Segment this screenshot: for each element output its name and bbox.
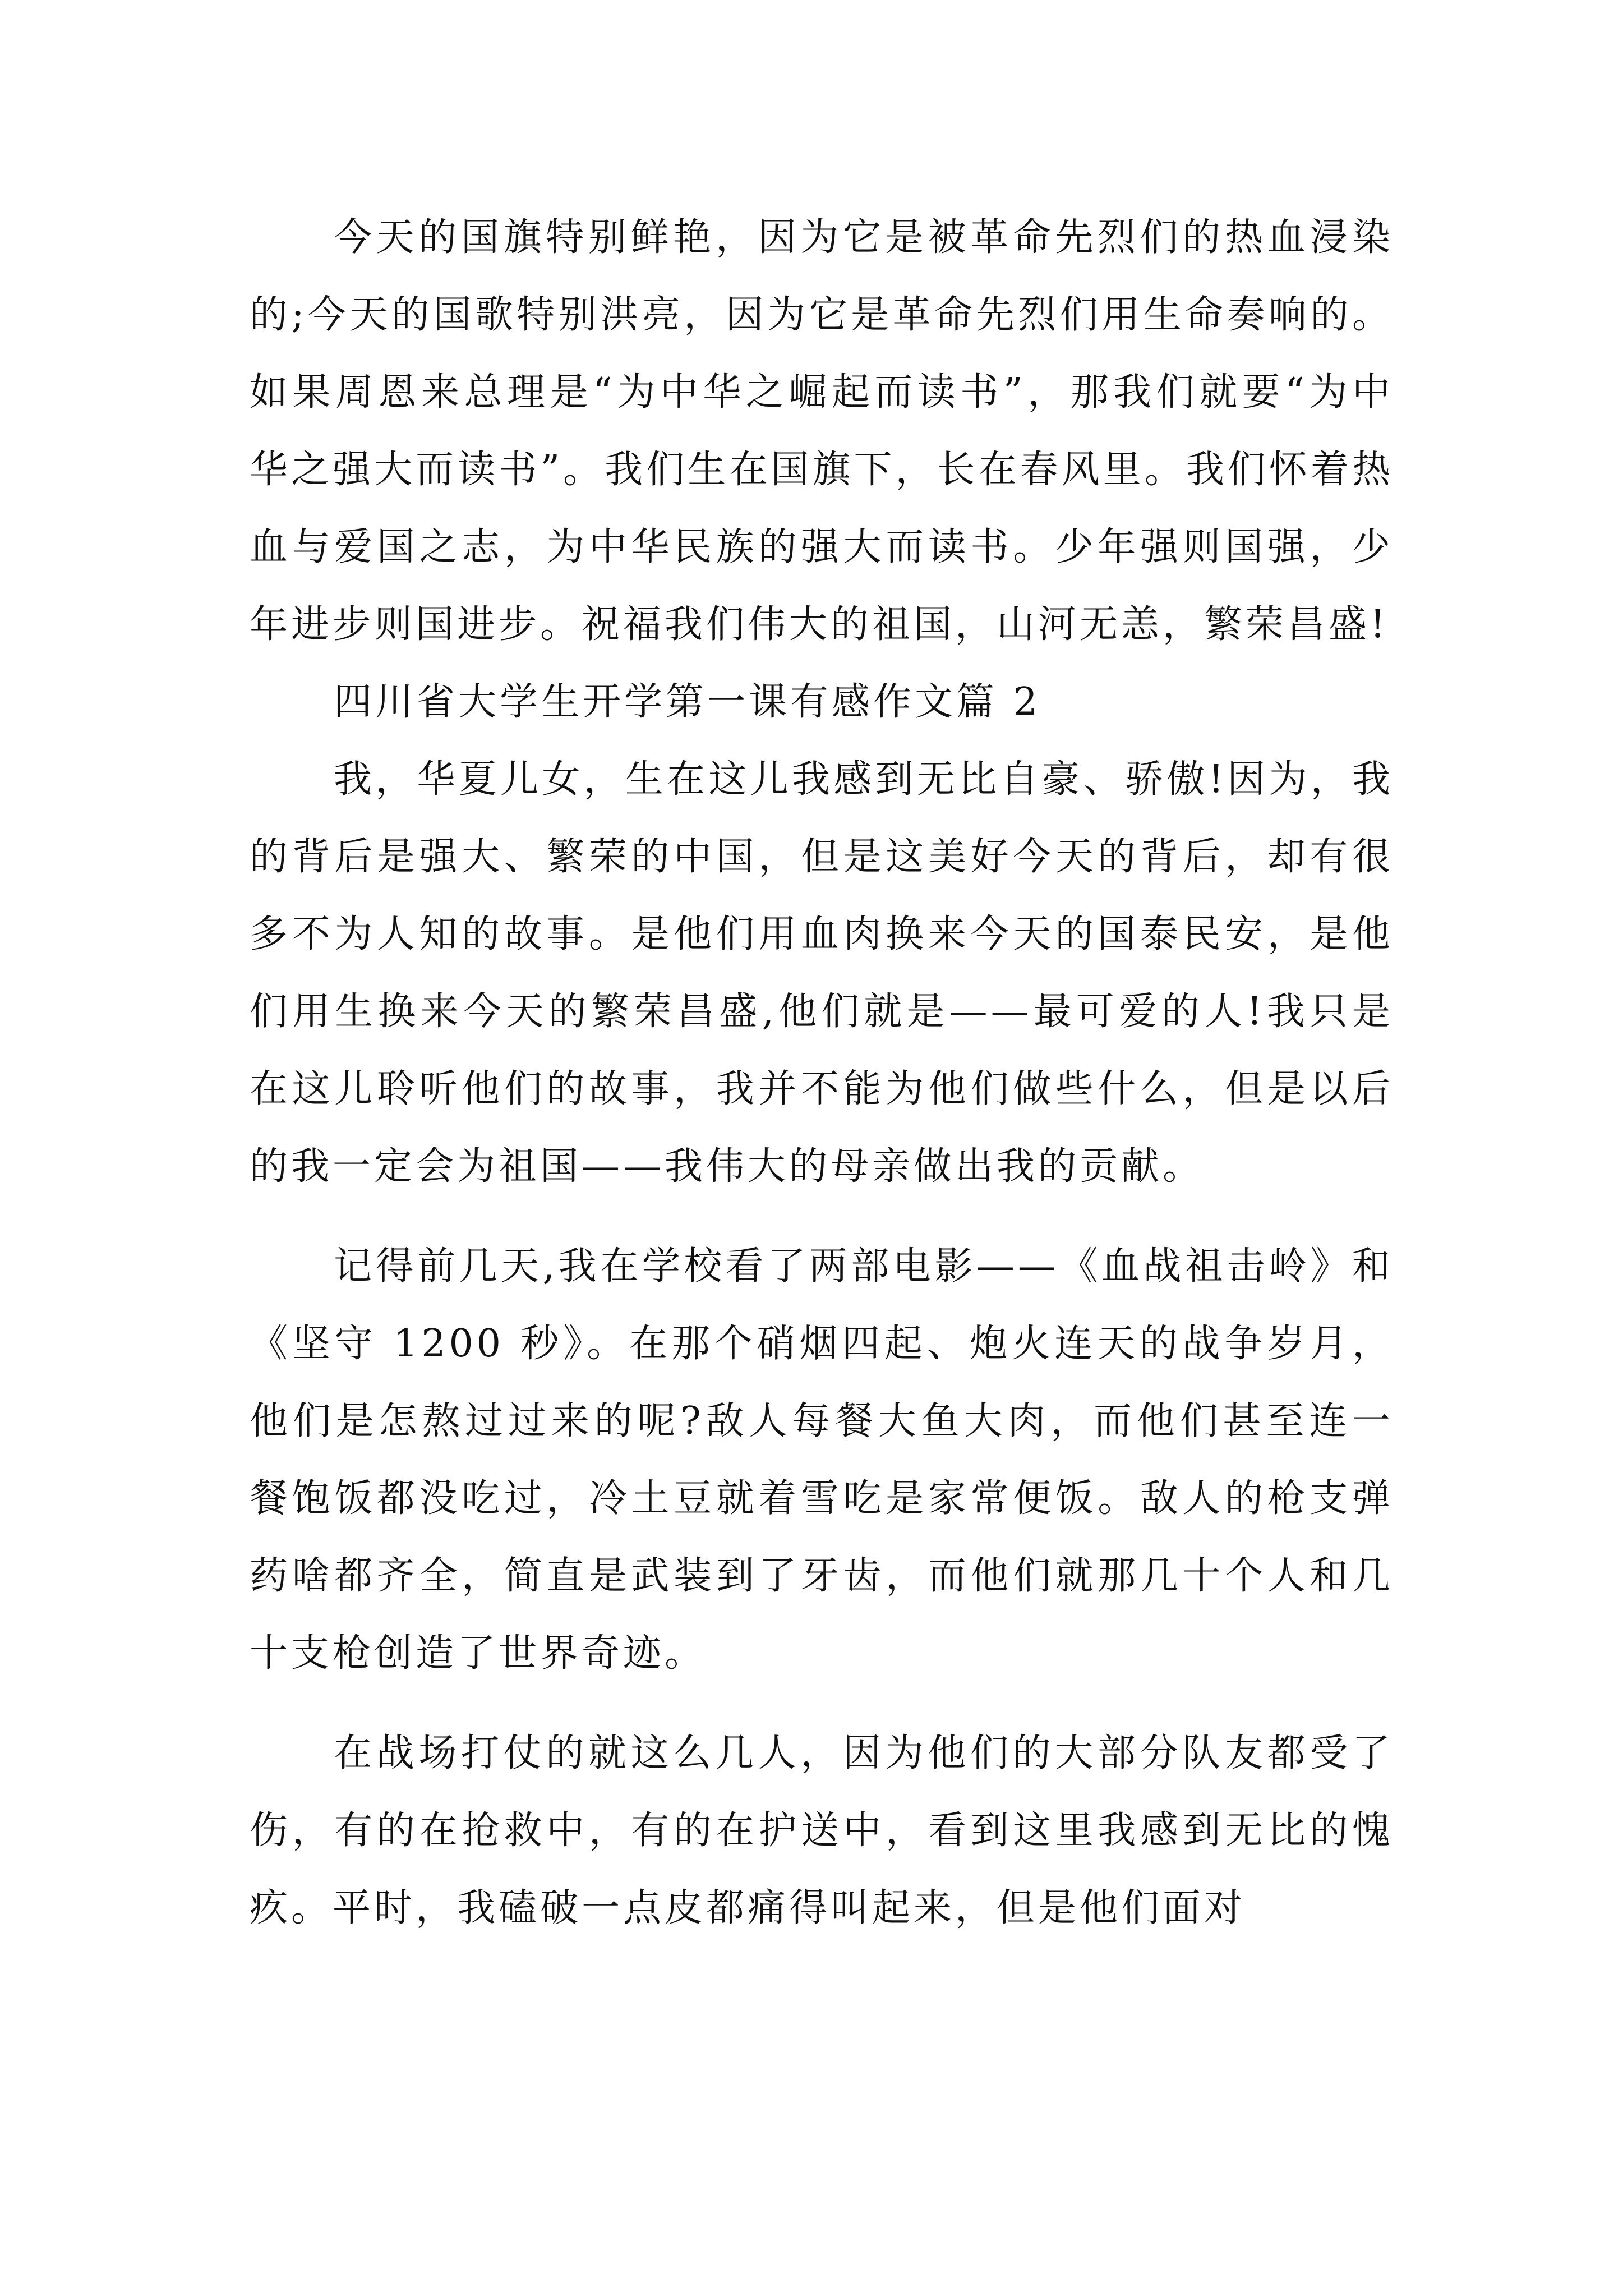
paragraph-movies: 记得前几天,我在学校看了两部电影——《血战祖击岭》和《坚守 1200 秒》。在那个硝烟四起、炮火连天的战争岁月，他们是怎熬过过来的呢?敌人每餐大鱼大肉，而他们甚至连一餐饱饭都没吃过，冷土豆就着雪吃是家常便饭。敌人的枪支弹药啥都齐全，简直是武装到了牙齿，而他们就那几十个人和几十支枪创造了世界奇迹。 (250, 1244, 1394, 1676)
paragraph-chinese-pride: 我，华夏儿女，生在这儿我感到无比自豪、骄傲!因为，我的背后是强大、繁荣的中国，但是这美好今天的背后，却有很多不为人知的故事。是他们用血肉换来今天的国泰民安，是他们用生换来今天的繁荣昌盛,他们就是——最可爱的人!我只是在这儿聆听他们的故事，我并不能为他们做些什么，但是以后的我一定会为祖国——我伟大的母亲做出我的贡献。 (250, 757, 1394, 1189)
paragraph-battlefield: 在战场打仗的就这么几人，因为他们的大部分队友都受了伤，有的在抢救中，有的在护送中，看到这里我感到无比的愧疚。平时，我磕破一点皮都痛得叫起来，但是他们面对 (250, 1731, 1394, 1930)
section-heading: 四川省大学生开学第一课有感作文篇 2 (334, 680, 1041, 724)
text-column (250, 199, 1394, 1947)
paragraph-flag-anthem: 今天的国旗特别鲜艳，因为它是被革命先烈们的热血浸染的;今天的国歌特别洪亮，因为它是革命先烈们用生命奏响的。如果周恩来总理是“为中华之崛起而读书”，那我们就要“为中华之强大而读书”。我们生在国旗下，长在春风里。我们怀着热血与爱国之志，为中华民族的强大而读书。少年强则国强，少年进步则国进步。祝福我们伟大的祖国，山河无恙，繁荣昌盛! (250, 215, 1394, 647)
